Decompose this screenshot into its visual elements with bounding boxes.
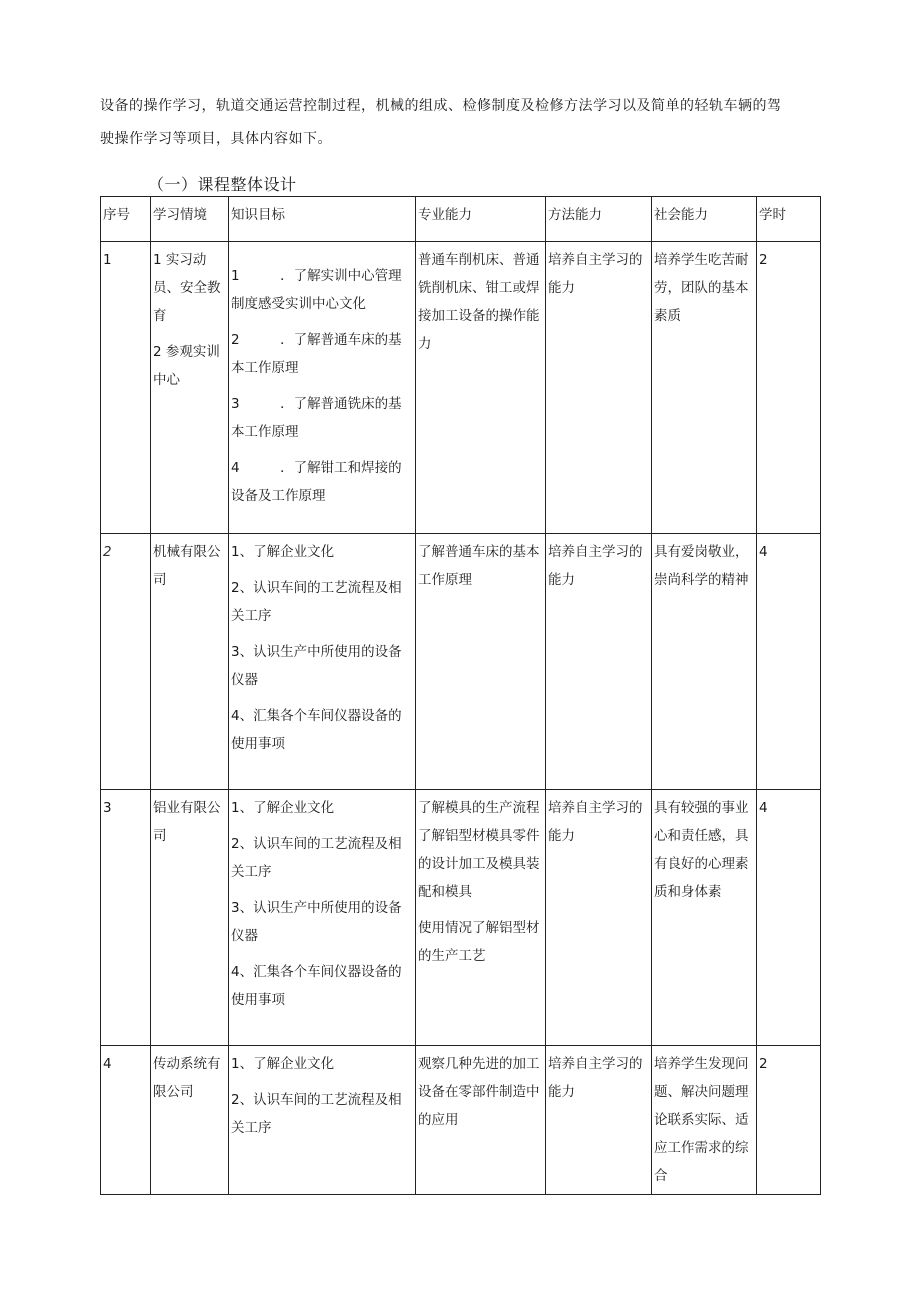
knowledge-item: 3、认识生产中所使用的设备仪器 <box>231 644 402 688</box>
header-social: 社会能力 <box>652 197 757 242</box>
table-header-row <box>101 197 821 242</box>
row-situation <box>151 1046 229 1195</box>
row-hours: 4 <box>757 534 821 790</box>
row-situation <box>151 790 229 1046</box>
professional-item: 观察几种先进的加工设备在零部件制造中的应用 <box>418 1056 540 1128</box>
knowledge-item: 4、汇集各个车间仪器设备的使用事项 <box>231 964 402 1008</box>
situation-item: 2 参观实训中心 <box>153 344 220 388</box>
professional-item: 了解模具的生产流程了解铝型材模具零件的设计加工及模具装配和模具 <box>418 800 540 900</box>
professional-item: 普通车削机床、普通铣削机床、钳工或焊接加工设备的操作能力 <box>418 252 540 352</box>
knowledge-item: 2 ．了解普通车床的基本工作原理 <box>231 332 402 376</box>
row-knowledge <box>229 242 416 534</box>
row-no: 4 <box>101 1046 151 1195</box>
row-situation <box>151 534 229 790</box>
header-no: 序号 <box>101 197 151 242</box>
header-method: 方法能力 <box>546 197 652 242</box>
knowledge-item: 1 ．了解实训中心管理制度感受实训中心文化 <box>231 268 402 312</box>
row-professional <box>416 242 546 534</box>
knowledge-item: 1、了解企业文化 <box>231 800 335 816</box>
row-social: 培养学生吃苦耐劳，团队的基本素质 <box>652 242 757 534</box>
knowledge-item: 2、认识车间的工艺流程及相关工序 <box>231 580 402 624</box>
row-no: 2 <box>101 534 151 790</box>
table-row <box>101 534 821 790</box>
situation-item: 传动系统有限公司 <box>153 1056 221 1100</box>
header-knowledge: 知识目标 <box>229 197 416 242</box>
section-title: （一）课程整体设计 <box>148 175 297 194</box>
intro-line-2: 驶操作学习等项目，具体内容如下。 <box>100 131 332 147</box>
knowledge-item: 2、认识车间的工艺流程及相关工序 <box>231 836 402 880</box>
row-method: 培养自主学习的能力 <box>546 534 652 790</box>
header-hours: 学时 <box>757 197 821 242</box>
row-knowledge <box>229 1046 416 1195</box>
knowledge-item: 4 ．了解钳工和焊接的设备及工作原理 <box>231 460 402 504</box>
header-situation: 学习情境 <box>151 197 229 242</box>
row-hours: 4 <box>757 790 821 1046</box>
row-knowledge <box>229 534 416 790</box>
knowledge-item: 1、了解企业文化 <box>231 544 335 560</box>
situation-item: 1 实习动员、安全教育 <box>153 252 221 324</box>
row-no: 3 <box>101 790 151 1046</box>
professional-item: 使用情况了解铝型材的生产工艺 <box>418 920 540 964</box>
header-professional: 专业能力 <box>416 197 546 242</box>
table-row <box>101 790 821 1046</box>
row-professional <box>416 534 546 790</box>
row-professional <box>416 1046 546 1195</box>
knowledge-item: 1、了解企业文化 <box>231 1056 335 1072</box>
row-method: 培养自主学习的能力 <box>546 790 652 1046</box>
knowledge-item: 4、汇集各个车间仪器设备的使用事项 <box>231 708 402 752</box>
row-method: 培养自主学习的能力 <box>546 242 652 534</box>
row-method: 培养自主学习的能力 <box>546 1046 652 1195</box>
intro-paragraph <box>100 90 830 156</box>
knowledge-item: 3、认识生产中所使用的设备仪器 <box>231 900 402 944</box>
row-social: 具有较强的事业心和责任感，具有良好的心理素质和身体素 <box>652 790 757 1046</box>
row-knowledge <box>229 790 416 1046</box>
row-social: 培养学生发现问题、解决问题理论联系实际、适应工作需求的综合 <box>652 1046 757 1195</box>
table-row <box>101 242 821 534</box>
situation-item: 铝业有限公司 <box>153 800 221 844</box>
professional-item: 了解普通车床的基本工作原理 <box>418 544 540 588</box>
row-situation <box>151 242 229 534</box>
intro-line-1: 设备的操作学习，轨道交通运营控制过程，机械的组成、检修制度及检修方法学习以及简单的轻轨车辆的驾 <box>100 98 782 114</box>
row-social: 具有爱岗敬业，崇尚科学的精神 <box>652 534 757 790</box>
table-row <box>101 1046 821 1195</box>
course-design-table <box>100 196 821 1195</box>
row-hours: 2 <box>757 242 821 534</box>
knowledge-item: 3 ．了解普通铣床的基本工作原理 <box>231 396 402 440</box>
situation-item: 机械有限公司 <box>153 544 221 588</box>
knowledge-item: 2、认识车间的工艺流程及相关工序 <box>231 1092 402 1136</box>
row-hours: 2 <box>757 1046 821 1195</box>
row-no: 1 <box>101 242 151 534</box>
row-professional <box>416 790 546 1046</box>
